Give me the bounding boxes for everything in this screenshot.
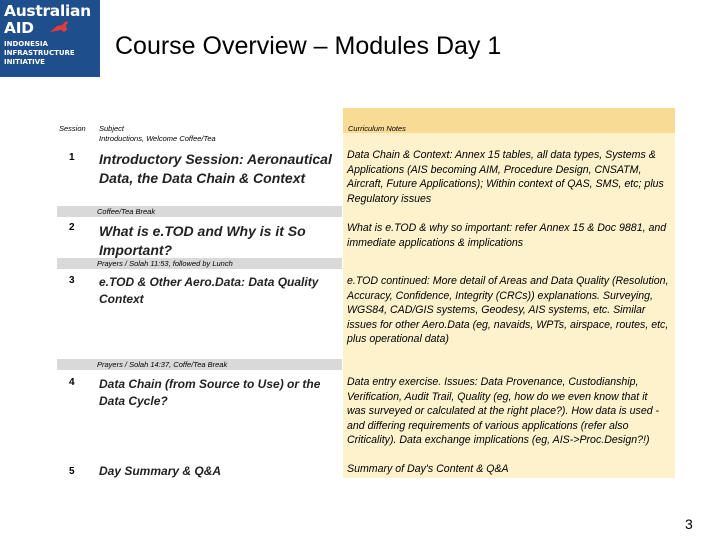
logo-subtitle [4,40,75,67]
session-number-5: 5 [69,466,75,477]
break-row-2: Prayers / Solah 11:53, followed by Lunch [57,258,342,269]
logo-sub1: INDONESIA [4,40,48,48]
header-subject: Subject [99,124,125,133]
page-number: 3 [685,516,693,532]
logo-line1: Australian [4,2,91,20]
subject-3: e.TOD & Other Aero.Data: Data Quality Context [99,275,319,306]
header-session: Session [59,124,86,133]
break-row-3: Prayers / Solah 14:37, Coffe/Tea Break [57,359,342,370]
notes-4: Data entry exercise. Issues: Data Provenance, Custodianship, Verification, Audit Trail, Quality (eg, how do we even know that it was surveyed or calculated at the right place?). How data is used - and differing requirements of various applications (refer also Criticality). Data exchange implications (eg, AIS->Proc.Design?!) [347,376,660,446]
notes-2: What is e.TOD & why so important: refer Annex 15 & Doc 9881, and immediate applications & implications [347,222,667,249]
subject-5: Day Summary & Q&A [99,464,222,478]
session-number-3: 3 [69,275,75,286]
header-notes: Curriculum Notes [348,124,406,133]
intro-break: Introductions, Welcome Coffee/Tea [99,134,216,143]
logo-sub2: INFRASTRUCTURE [4,49,75,57]
subject-4: Data Chain (from Source to Use) or the Data Cycle? [99,377,321,408]
australian-aid-logo [0,0,100,77]
logo-sub3: INITIATIVE [4,58,45,66]
subject-2: What is e.TOD and Why is it So Important? [99,223,306,258]
logo-line2: AID [4,19,34,37]
notes-5: Summary of Day's Content & Q&A [347,463,509,475]
session-number-1: 1 [69,152,75,163]
kangaroo-icon [48,20,72,34]
session-number-2: 2 [69,222,75,233]
notes-1: Data Chain & Context: Annex 15 tables, all data types, Systems & Applications (AIS becoming AIM, Procedure Design, CNSATM, Aircraft, Future Applications); Within context of QAS, SMS, etc; plus Regulatory issues [347,149,664,205]
session-number-4: 4 [69,377,75,388]
notes-3: e.TOD continued: More detail of Areas and Data Quality (Resolution, Accuracy, Confidence, Integrity (CRCs)) explanations. Surveying, WGS84, CAD/GIS systems, Geodesy, AIS systems, etc. Similar issues for other Aero.Data (eg, navaids, WPTs, airspace, routes, etc, plus operational data) [347,275,669,345]
break-row-1: Coffee/Tea Break [57,206,342,217]
subject-1: Introductory Session: Aeronautical Data, the Data Chain & Context [99,151,332,186]
page-title: Course Overview – Modules Day 1 [115,32,502,60]
